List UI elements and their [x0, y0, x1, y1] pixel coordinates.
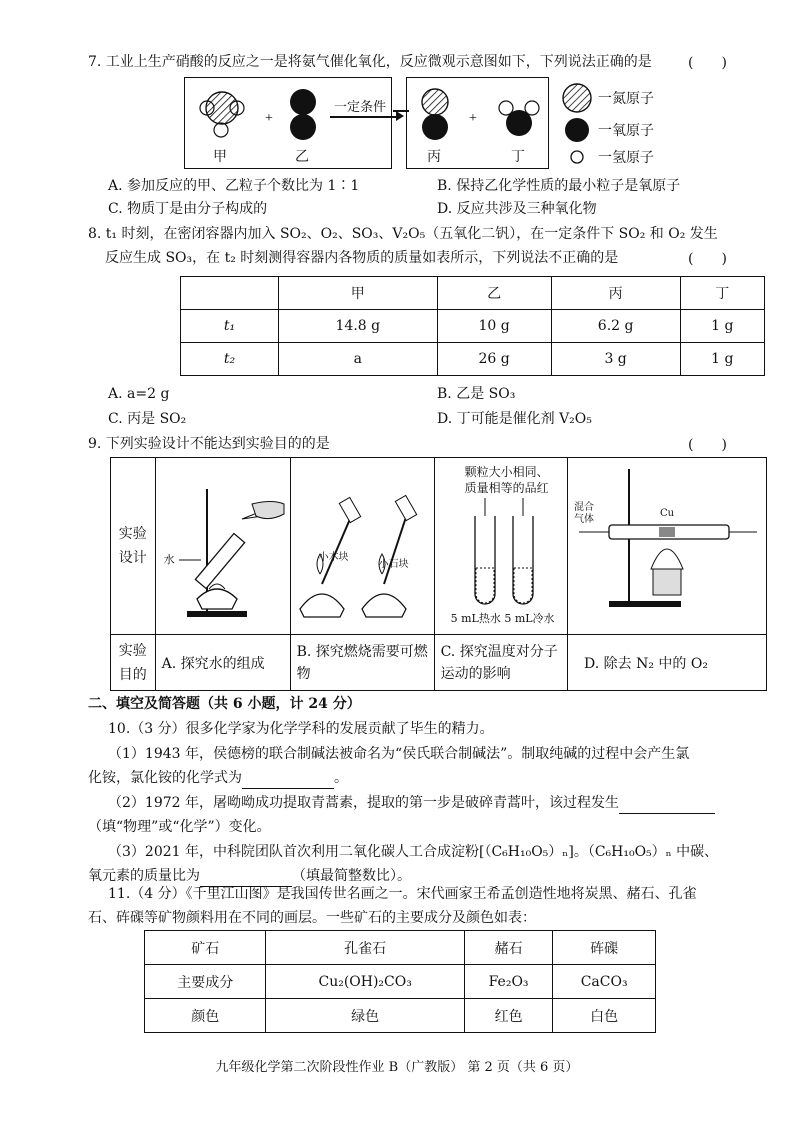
q8-stem-2: 反应生成 SO₃，在 t₂ 时刻测得容器内各物质的质量如表所示，下列说法不正确的是 [105, 250, 619, 266]
label-dye-1: 颗粒大小相同、 [464, 465, 549, 479]
q11-stem-2: 石、砗磲等矿物颜料用在不同的画层。一些矿石的主要成分及颜色如表： [88, 910, 536, 926]
arrow-shaft [330, 116, 400, 118]
table-cell: t₂ [181, 343, 279, 376]
q10-p1-end: 。 [334, 770, 348, 786]
q10-p1-line2 [88, 768, 348, 789]
exp-d-cell [568, 458, 767, 635]
table-cell: 绿色 [266, 999, 464, 1033]
q10-p2-text: （2）1972 年，屠呦呦成功提取青蒿素，提取的第一步是破碎青蒿叶，该过程发生 [108, 795, 619, 811]
table-cell: Cu₂(OH)₂CO₃ [266, 965, 464, 999]
table-cell: 丁 [680, 277, 764, 310]
q7-option-b: B. 保持乙化学性质的最小粒子是氧原子 [437, 178, 681, 194]
answer-blank-2[interactable] [619, 793, 715, 814]
q8-option-c: C. 丙是 SO₂ [108, 411, 187, 427]
test-tubes-icon [435, 458, 575, 628]
q8-answer-paren: ( ) [688, 251, 727, 267]
table-cell: 乙 [437, 277, 551, 310]
q11-stem-1: 11.（4 分）《千里江山图》是我国传世名画之一。宋代画家王希孟创造性地将炭黑、赭石、孔雀 [108, 886, 697, 902]
combustion-apparatus-icon [292, 459, 433, 629]
table-row [111, 458, 767, 635]
q9-experiment-table [110, 457, 767, 691]
q7-option-d: D. 反应共涉及三种氧化物 [437, 201, 597, 217]
table-row [181, 310, 765, 343]
row-label-purpose: 实验目的 [111, 635, 156, 691]
table-cell: 主要成分 [145, 965, 266, 999]
section-2-title: 二、填空及简答题（共 6 小题，计 24 分） [88, 696, 361, 712]
exp-c-cell [434, 458, 567, 635]
table-cell: 14.8 g [279, 310, 438, 343]
answer-blank-1[interactable] [242, 768, 334, 789]
table-cell: 赭石 [464, 931, 552, 965]
q7-stem: 7. 工业上生产硝酸的反应之一是将氨气催化氧化，反应微观示意图如下，下列说法正确的是 [88, 54, 652, 70]
q7-option-c: C. 物质丁是由分子构成的 [108, 201, 268, 217]
table-row [145, 931, 656, 965]
table-cell: 甲 [279, 277, 438, 310]
q7-option-a: A. 参加反应的甲、乙粒子个数比为 1∶1 [108, 178, 360, 194]
q9-answer-paren: ( ) [688, 437, 727, 453]
label-water-volumes: 5 mL热水 5 mL冷水 [450, 612, 555, 625]
q10-p2-line1 [108, 793, 715, 814]
table-row [145, 965, 656, 999]
table-cell: 红色 [464, 999, 552, 1033]
table-cell: 丙 [551, 277, 680, 310]
row-label-design: 实验设计 [111, 458, 156, 635]
q8-stem-1: 8. t₁ 时刻，在密闭容器内加入 SO₂、O₂、SO₃、V₂O₅（五氧化二钒），在一定条件下 SO₂ 和 O₂ 发生 [88, 226, 718, 242]
q10-p3-text: 氧元素的质量比为 [88, 868, 200, 884]
exp-b-cell [290, 458, 434, 635]
plus-sign: + [265, 111, 273, 126]
table-cell: Fe₂O₃ [464, 965, 552, 999]
q11-mineral-table [144, 930, 656, 1033]
purpose-d: D. 除去 N₂ 中的 O₂ [568, 635, 767, 691]
table-cell: 10 g [437, 310, 551, 343]
q8-option-a: A. a=2 g [108, 386, 170, 402]
q7-products-box [406, 77, 549, 169]
table-header-row [181, 277, 765, 310]
condition-label: 一定条件 [334, 100, 387, 115]
label-ding: 丁 [511, 149, 525, 165]
q7-reactants-box [184, 77, 392, 169]
label-jia: 甲 [213, 149, 227, 165]
table-cell [181, 277, 279, 310]
table-cell: 1 g [680, 343, 764, 376]
table-cell: 3 g [551, 343, 680, 376]
table-cell: 矿石 [145, 931, 266, 965]
table-cell: t₁ [181, 310, 279, 343]
table-row [181, 343, 765, 376]
q10-stem: 10.（3 分）很多化学家为化学学科的发展贡献了毕生的精力。 [108, 721, 494, 737]
q10-p1-text: 化铵，氯化铵的化学式为 [88, 770, 242, 786]
legend-oxygen: 一氧原子 [598, 123, 654, 139]
table-cell: 26 g [437, 343, 551, 376]
purpose-c: C. 探究温度对分子运动的影响 [434, 635, 567, 691]
table-row [145, 999, 656, 1033]
atom-legend-icon [560, 80, 600, 170]
table-row [111, 635, 767, 691]
table-cell: 颜色 [145, 999, 266, 1033]
label-water: 水 [163, 553, 175, 566]
q10-p1-line1: （1）1943 年，侯德榜的联合制碱法被命名为“侯氏联合制碱法”。制取纯碱的过程中会产生氯 [108, 746, 690, 762]
label-cu: Cu [660, 508, 675, 519]
q9-stem: 9. 下列实验设计不能达到实验目的的是 [88, 436, 330, 452]
label-wood: 小木块 [318, 552, 349, 563]
q8-mass-table [180, 276, 765, 376]
arrow-head-icon [396, 111, 404, 121]
q7-answer-paren: ( ) [688, 55, 727, 71]
q10-p2-line2: （填“物理”或“化学”）变化。 [88, 819, 271, 835]
table-cell: 白色 [553, 999, 656, 1033]
label-yi: 乙 [295, 149, 309, 165]
table-cell: CaCO₃ [553, 965, 656, 999]
table-cell: 砗磲 [553, 931, 656, 965]
exp-a-cell [155, 458, 290, 635]
purpose-b: B. 探究燃烧需要可燃物 [290, 635, 434, 691]
page-footer: 九年级化学第二次阶段性作业 B（广教版） 第 2 页（共 6 页） [215, 1060, 579, 1075]
table-cell: a [279, 343, 438, 376]
q10-p3-end: （填最简整数比）。 [292, 868, 411, 884]
table-cell: 1 g [680, 310, 764, 343]
label-bing: 丙 [427, 149, 441, 165]
table-cell: 6.2 g [551, 310, 680, 343]
label-mixed-gas: 混合气体 [574, 502, 594, 525]
table-cell: 孔雀石 [266, 931, 464, 965]
q10-p3-line1: （3）2021 年，中科院团队首次利用二氧化碳人工合成淀粉[（C₆H₁₀O₅）ₙ]。（C₆H₁₀O₅）ₙ 中碳、 [108, 844, 719, 860]
svg-text:+: + [469, 111, 477, 126]
label-stone: 小石块 [378, 559, 409, 570]
label-dye-2: 质量相等的品红 [464, 481, 549, 495]
copper-tube-apparatus-icon [569, 459, 765, 629]
legend-nitrogen: 一氮原子 [598, 91, 654, 107]
q8-option-d: D. 丁可能是催化剂 V₂O₅ [437, 411, 592, 427]
legend-hydrogen: 一氢原子 [598, 150, 654, 166]
purpose-a: A. 探究水的组成 [155, 635, 290, 691]
electrolysis-apparatus-icon [157, 459, 289, 629]
q8-option-b: B. 乙是 SO₃ [437, 386, 516, 402]
